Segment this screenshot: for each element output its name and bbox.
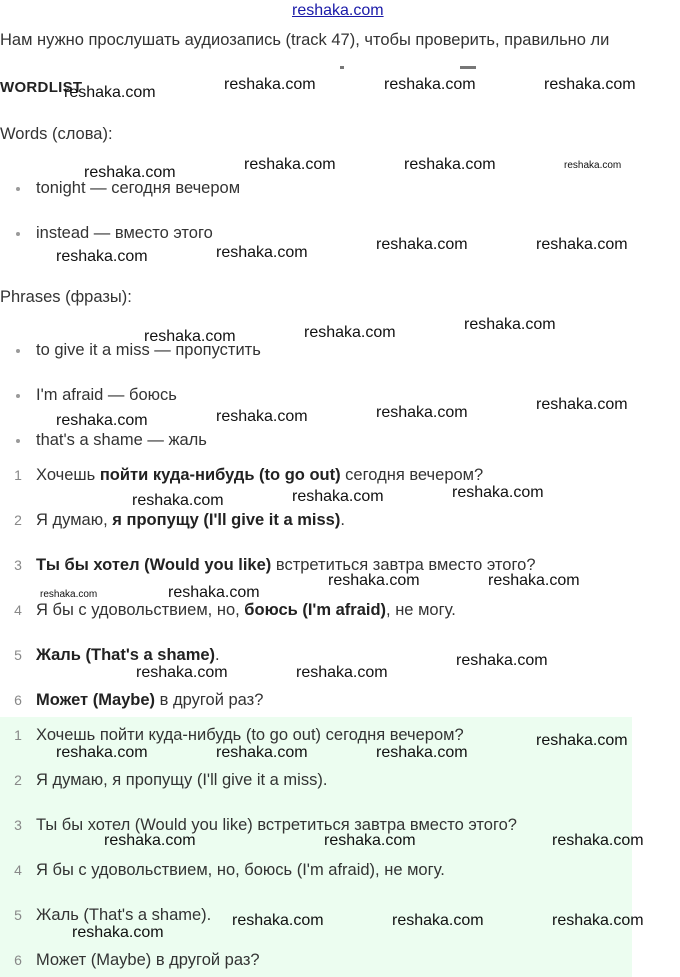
row-text: . <box>215 646 220 664</box>
row-highlight: боюсь (I'm afraid) <box>244 601 387 619</box>
watermark-text: reshaka.com <box>84 164 176 181</box>
exercise-row <box>0 511 345 530</box>
watermark-text: reshaka.com <box>464 316 556 333</box>
row-text: Может (Maybe) в другой раз? <box>36 951 260 969</box>
watermark-text: reshaka.com <box>304 324 396 341</box>
watermark-text: reshaka.com <box>552 912 644 929</box>
watermark-text: reshaka.com <box>216 244 308 261</box>
watermark-text: reshaka.com <box>564 160 622 171</box>
row-text: Хочешь пойти куда-нибудь (to go out) сегодня вечером? <box>36 726 464 744</box>
watermark-text: reshaka.com <box>376 744 468 761</box>
row-text: Я думаю, я пропущу (I'll give it a miss). <box>36 771 328 789</box>
phrase-item: that's a shame — жаль <box>16 431 207 450</box>
row-number: 6 <box>14 952 22 968</box>
row-highlight: пойти куда-нибудь (to go out) <box>99 466 341 484</box>
answer-row <box>0 726 464 745</box>
watermark-text: reshaka.com <box>376 236 468 253</box>
row-highlight: я пропущу (I'll give it a miss) <box>112 511 341 529</box>
watermark-text: reshaka.com <box>56 744 148 761</box>
site-link[interactable]: reshaka.com <box>292 2 384 19</box>
row-number: 5 <box>14 647 22 663</box>
watermark-text: reshaka.com <box>384 76 476 93</box>
watermark-text: reshaka.com <box>536 396 628 413</box>
watermark-text: reshaka.com <box>376 404 468 421</box>
phrase-item: to give it a miss — пропустить <box>16 341 261 360</box>
exercise-row <box>0 691 263 710</box>
words-heading: Words (слова): <box>0 125 113 143</box>
row-highlight: Может (Maybe) <box>36 691 156 709</box>
row-number: 6 <box>14 692 22 708</box>
exercise-row <box>0 556 536 575</box>
row-number: 2 <box>14 772 22 788</box>
watermark-text: reshaka.com <box>544 76 636 93</box>
watermark-text: reshaka.com <box>144 328 236 345</box>
row-text: Хочешь <box>36 466 100 484</box>
row-text: встретиться завтра вместо этого? <box>271 556 536 574</box>
row-text: Я бы с удовольствием, но, боюсь (I'm afraid), не могу. <box>36 861 445 879</box>
watermark-text: reshaka.com <box>404 156 496 173</box>
exercise-row <box>0 646 220 665</box>
row-number: 5 <box>14 907 22 923</box>
word-item: tonight — сегодня вечером <box>16 179 240 198</box>
watermark-text: reshaka.com <box>536 236 628 253</box>
row-number: 3 <box>14 817 22 833</box>
watermark-text: reshaka.com <box>168 584 260 601</box>
watermark-text: reshaka.com <box>296 664 388 681</box>
watermark-text: reshaka.com <box>488 572 580 589</box>
watermark-text: reshaka.com <box>452 484 544 501</box>
row-highlight: Жаль (That's a shame) <box>36 646 216 664</box>
watermark-text: reshaka.com <box>328 572 420 589</box>
answer-row <box>0 816 517 835</box>
watermark-text: reshaka.com <box>56 248 148 265</box>
row-text: Ты бы хотел (Would you like) встретиться завтра вместо этого? <box>36 816 517 834</box>
row-text: Жаль (That's a shame). <box>36 906 212 924</box>
phrase-item: I'm afraid — боюсь <box>16 386 177 405</box>
answer-row <box>0 861 445 880</box>
bullet-dot-icon <box>16 394 20 398</box>
watermark-text: reshaka.com <box>224 76 316 93</box>
exercise-row <box>0 601 456 620</box>
row-number: 4 <box>14 602 22 618</box>
cropped-text-fragment <box>340 66 480 72</box>
row-number: 2 <box>14 512 22 528</box>
row-number: 1 <box>14 467 22 483</box>
bullet-dot-icon <box>16 439 20 443</box>
exercise-row <box>0 466 483 485</box>
row-text: сегодня вечером? <box>340 466 484 484</box>
watermark-text: reshaka.com <box>40 589 98 600</box>
watermark-text: reshaka.com <box>56 412 148 429</box>
watermark-text: reshaka.com <box>132 492 224 509</box>
bullet-dot-icon <box>16 232 20 236</box>
row-number: 1 <box>14 727 22 743</box>
row-text: в другой раз? <box>155 691 264 709</box>
row-number: 3 <box>14 557 22 573</box>
bullet-dot-icon <box>16 187 20 191</box>
intro-text: Нам нужно прослушать аудиозапись (track 47), чтобы проверить, правильно ли <box>0 31 610 49</box>
watermark-text: reshaka.com <box>216 744 308 761</box>
row-text: . <box>340 511 345 529</box>
watermark-text: reshaka.com <box>324 832 416 849</box>
bullet-dot-icon <box>16 349 20 353</box>
watermark-text: reshaka.com <box>136 664 228 681</box>
answer-row <box>0 906 211 925</box>
watermark-text: reshaka.com <box>456 652 548 669</box>
row-text: Я бы с удовольствием, но, <box>36 601 245 619</box>
watermark-text: reshaka.com <box>292 488 384 505</box>
row-text: , не могу. <box>386 601 456 619</box>
watermark-text: reshaka.com <box>104 832 196 849</box>
watermark-text: reshaka.com <box>64 84 156 101</box>
word-item: instead — вместо этого <box>16 224 213 243</box>
watermark-text: reshaka.com <box>392 912 484 929</box>
row-text: Я думаю, <box>36 511 113 529</box>
watermark-text: reshaka.com <box>244 156 336 173</box>
answer-row <box>0 951 260 970</box>
watermark-text: reshaka.com <box>232 912 324 929</box>
phrases-heading: Phrases (фразы): <box>0 288 132 306</box>
watermark-text: reshaka.com <box>536 732 628 749</box>
watermark-text: reshaka.com <box>72 924 164 941</box>
watermark-text: reshaka.com <box>552 832 644 849</box>
watermark-text: reshaka.com <box>216 408 308 425</box>
answer-row <box>0 771 327 790</box>
row-number: 4 <box>14 862 22 878</box>
row-highlight: Ты бы хотел (Would you like) <box>36 556 272 574</box>
wordlist-title: WORDLIST <box>0 79 83 96</box>
